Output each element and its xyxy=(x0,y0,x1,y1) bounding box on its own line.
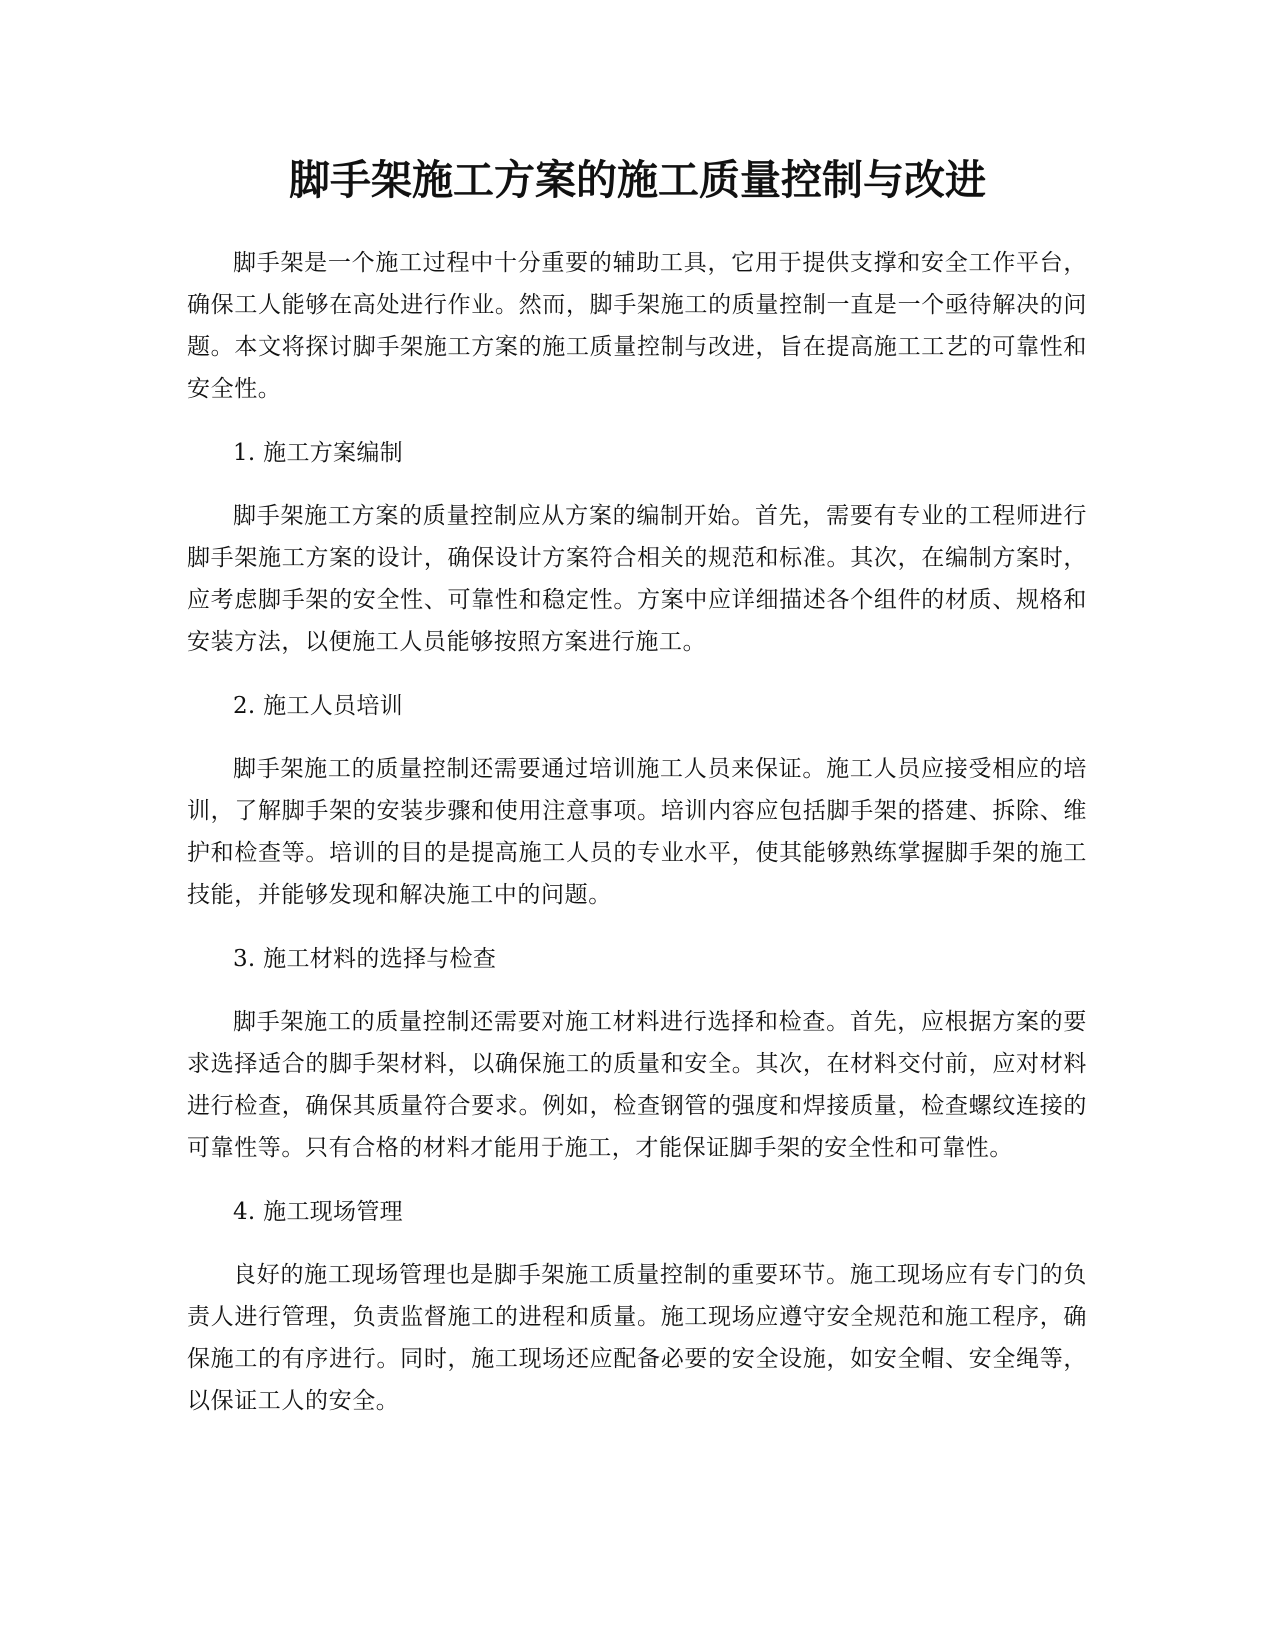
document-title: 脚手架施工方案的施工质量控制与改进 xyxy=(289,156,986,204)
section-heading-4: 4. 施工现场管理 xyxy=(233,1199,403,1225)
document-body xyxy=(187,242,1087,1422)
section-paragraph-2: 脚手架施工的质量控制还需要通过培训施工人员来保证。施工人员应接受相应的培训，了解脚手架的安装步骤和使用注意事项。培训内容应包括脚手架的搭建、拆除、维护和检查等。培训的目的是提高施工人员的专业水平，使其能够熟练掌握脚手架的施工技能，并能够发现和解决施工中的问题。 xyxy=(187,756,1087,908)
section-heading-1: 1. 施工方案编制 xyxy=(233,440,403,466)
section-heading-2: 2. 施工人员培训 xyxy=(233,693,403,719)
intro-paragraph: 脚手架是一个施工过程中十分重要的辅助工具，它用于提供支撑和安全工作平台，确保工人能够在高处进行作业。然而，脚手架施工的质量控制一直是一个亟待解决的问题。本文将探讨脚手架施工方案的施工质量控制与改进，旨在提高施工工艺的可靠性和安全性。 xyxy=(187,250,1087,402)
section-paragraph-1: 脚手架施工方案的质量控制应从方案的编制开始。首先，需要有专业的工程师进行脚手架施工方案的设计，确保设计方案符合相关的规范和标准。其次，在编制方案时，应考虑脚手架的安全性、可靠性和稳定性。方案中应详细描述各个组件的材质、规格和安装方法，以便施工人员能够按照方案进行施工。 xyxy=(187,503,1087,655)
section-heading-3: 3. 施工材料的选择与检查 xyxy=(233,946,497,972)
section-paragraph-3: 脚手架施工的质量控制还需要对施工材料进行选择和检查。首先，应根据方案的要求选择适合的脚手架材料，以确保施工的质量和安全。其次，在材料交付前，应对材料进行检查，确保其质量符合要求。例如，检查钢管的强度和焊接质量，检查螺纹连接的可靠性等。只有合格的材料才能用于施工，才能保证脚手架的安全性和可靠性。 xyxy=(187,1009,1087,1161)
section-paragraph-4: 良好的施工现场管理也是脚手架施工质量控制的重要环节。施工现场应有专门的负责人进行管理，负责监督施工的进程和质量。施工现场应遵守安全规范和施工程序，确保施工的有序进行。同时，施工现场还应配备必要的安全设施，如安全帽、安全绳等，以保证工人的安全。 xyxy=(187,1262,1087,1414)
